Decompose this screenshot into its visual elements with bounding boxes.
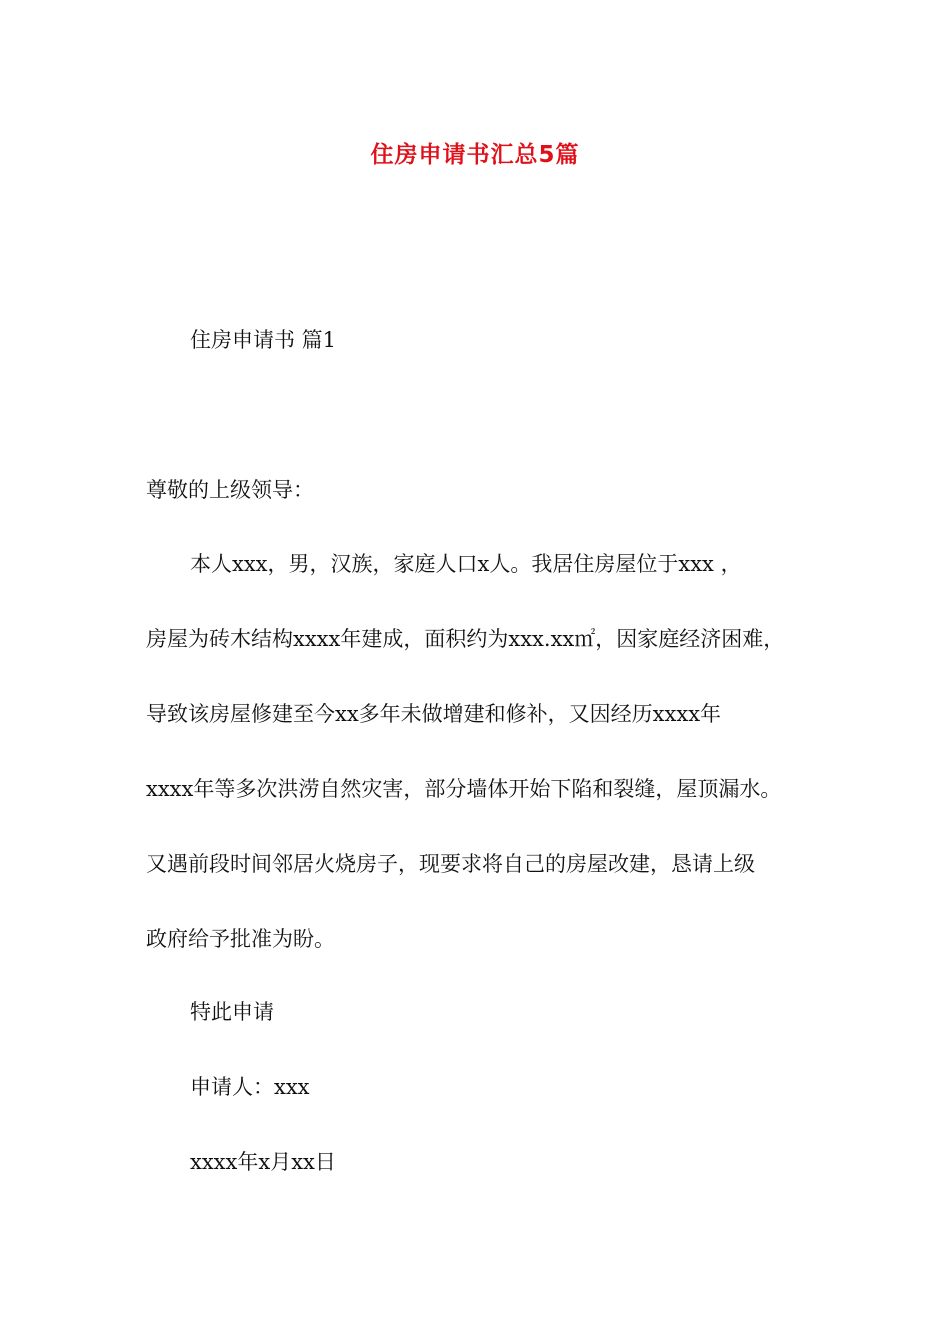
closing-text: 特此申请 bbox=[190, 1000, 274, 1024]
body-line: 政府给予批准为盼。 bbox=[146, 927, 335, 951]
body-line: xxxx年等多次洪涝自然灾害，部分墙体开始下陷和裂缝，屋顶漏水。 bbox=[146, 777, 782, 801]
body-line: 房屋为砖木结构xxxx年建成，面积约为xxx.xx㎡，因家庭经济困难， bbox=[146, 627, 785, 651]
body-line: 本人xxx，男，汉族，家庭人口x人。我居住房屋位于xxx ， bbox=[190, 552, 742, 576]
body-line: 导致该房屋修建至今xx多年未做增建和修补，又因经历xxxx年 bbox=[146, 702, 722, 726]
body-line: 又遇前段时间邻居火烧房子，现要求将自己的房屋改建，恳请上级 bbox=[146, 852, 755, 876]
document-title: 住房申请书汇总5篇 bbox=[370, 142, 580, 168]
applicant-line: 申请人：xxx bbox=[190, 1075, 310, 1099]
salutation: 尊敬的上级领导： bbox=[146, 478, 314, 502]
section-heading: 住房申请书 篇1 bbox=[190, 328, 337, 352]
date-line: xxxx年x月xx日 bbox=[190, 1150, 336, 1174]
